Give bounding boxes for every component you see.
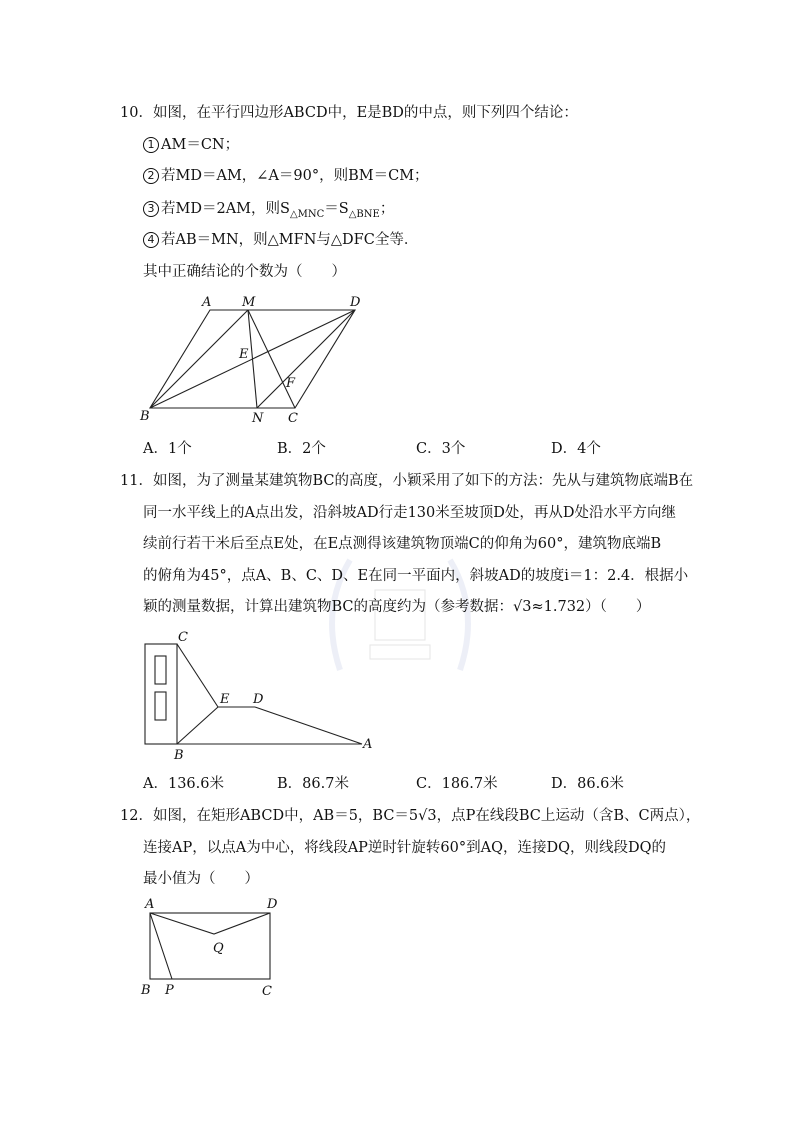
q12-label-c: C [262, 984, 272, 999]
q11-building-window-bottom [155, 692, 166, 720]
q11-option-c[interactable]: C．186.7米 [416, 776, 498, 792]
q10-parallelogram-figure [130, 285, 390, 430]
q11-option-a[interactable]: A．136.6米 [143, 776, 224, 792]
q10-item-4-num: 4 [143, 232, 159, 248]
q10-item-1-num: 1 [143, 137, 159, 153]
q10-item-3 [143, 199, 394, 225]
q12-segments-aq-qd [150, 913, 270, 934]
q10-option-d[interactable]: D．4个 [551, 441, 601, 457]
q10-segment-bm [150, 310, 248, 408]
q10-option-c[interactable]: C．3个 [416, 441, 466, 457]
q10-option-a[interactable]: A．1个 [143, 441, 192, 457]
q10-item-1-text: AM＝CN； [161, 137, 240, 153]
q10-option-b[interactable]: B．2个 [277, 441, 326, 457]
q12-segment-ap [150, 913, 172, 979]
q12-label-d: D [267, 897, 278, 912]
q11-option-d[interactable]: D．86.6米 [551, 776, 624, 792]
q11-label-a: A [363, 737, 373, 752]
q10-label-b: B [140, 409, 150, 424]
q11-label-b: B [174, 748, 184, 763]
q10-label-a: A [202, 295, 212, 310]
q10-item-2-text: 若MD＝AM，∠A＝90°，则BM＝CM； [161, 168, 429, 184]
q12-label-q: Q [213, 941, 224, 956]
q10-label-n: N [252, 411, 264, 426]
q10-item-3-end: ； [379, 201, 395, 217]
q11-building [145, 644, 177, 744]
q11-line-4: 的俯角为45°，点A、B、C、D、E在同一平面内，斜坡AD的坡度i＝1：2.4．根据小 [143, 568, 689, 584]
q12-label-a: A [145, 897, 155, 912]
q10-label-e: E [239, 347, 249, 362]
q12-label-b: B [141, 983, 151, 998]
q11-building-figure [140, 628, 390, 768]
q11-line-2: 同一水平线上的A点出发，沿斜坡AD行走130米至坡顶D处，再从D处沿水平方向继 [143, 505, 676, 521]
q12-line-1: 12．如图，在矩形ABCD中，AB＝5，BC＝5√3，点P在线段BC上运动（含B、C两点）， [120, 808, 701, 824]
q11-line-5: 颖的测量数据，计算出建筑物BC的高度约为（参考数据：√3≈1.732）（ ） [143, 599, 651, 615]
q11-label-d: D [253, 692, 264, 707]
q11-label-c: C [178, 630, 188, 645]
q10-label-c: C [288, 411, 298, 426]
q10-item-3-num: 3 [143, 201, 159, 217]
q10-item-2-num: 2 [143, 168, 159, 184]
q11-line-ec [177, 644, 218, 707]
q10-item-4-text: 若AB＝MN，则△MFN与△DFC全等． [161, 232, 419, 248]
q10-ask: 其中正确结论的个数为（ ） [143, 264, 346, 280]
q11-line-3: 续前行若干米后至点E处，在E点测得该建筑物顶端C的仰角为60°，建筑物底端B [143, 536, 662, 552]
q11-option-b[interactable]: B．86.7米 [277, 776, 349, 792]
q11-line-eb [177, 707, 218, 744]
q12-rectangle-figure [140, 895, 290, 1005]
q12-label-p: P [165, 983, 174, 998]
q10-item-3-sub2: △BNE [348, 208, 380, 220]
q10-item-2 [143, 166, 429, 186]
q10-item-4 [143, 230, 418, 250]
q10-item-3-sub1: △MNC [289, 208, 325, 220]
q10-item-3-text-a: 若MD＝2AM，则S [161, 201, 290, 217]
q10-label-d: D [350, 295, 361, 310]
q11-label-e: E [220, 692, 230, 707]
q10-label-m: M [242, 295, 256, 310]
q11-building-window-top [155, 656, 166, 684]
q12-rectangle [150, 913, 270, 979]
q12-line-2: 连接AP，以点A为中心，将线段AP逆时针旋转60°到AQ，连接DQ，则线段DQ的 [143, 840, 667, 856]
q11-slope-ad [255, 707, 362, 744]
q10-stem: 10．如图，在平行四边形ABCD中，E是BD的中点，则下列四个结论： [120, 105, 578, 121]
q12-line-3: 最小值为（ ） [143, 871, 259, 887]
q10-label-f: F [286, 376, 296, 391]
q10-item-1 [143, 135, 239, 155]
q11-line-1: 11．如图，为了测量某建筑物BC的高度，小颖采用了如下的方法：先从与建筑物底端B在 [120, 473, 694, 489]
q10-item-3-mid: ＝S [324, 201, 349, 217]
